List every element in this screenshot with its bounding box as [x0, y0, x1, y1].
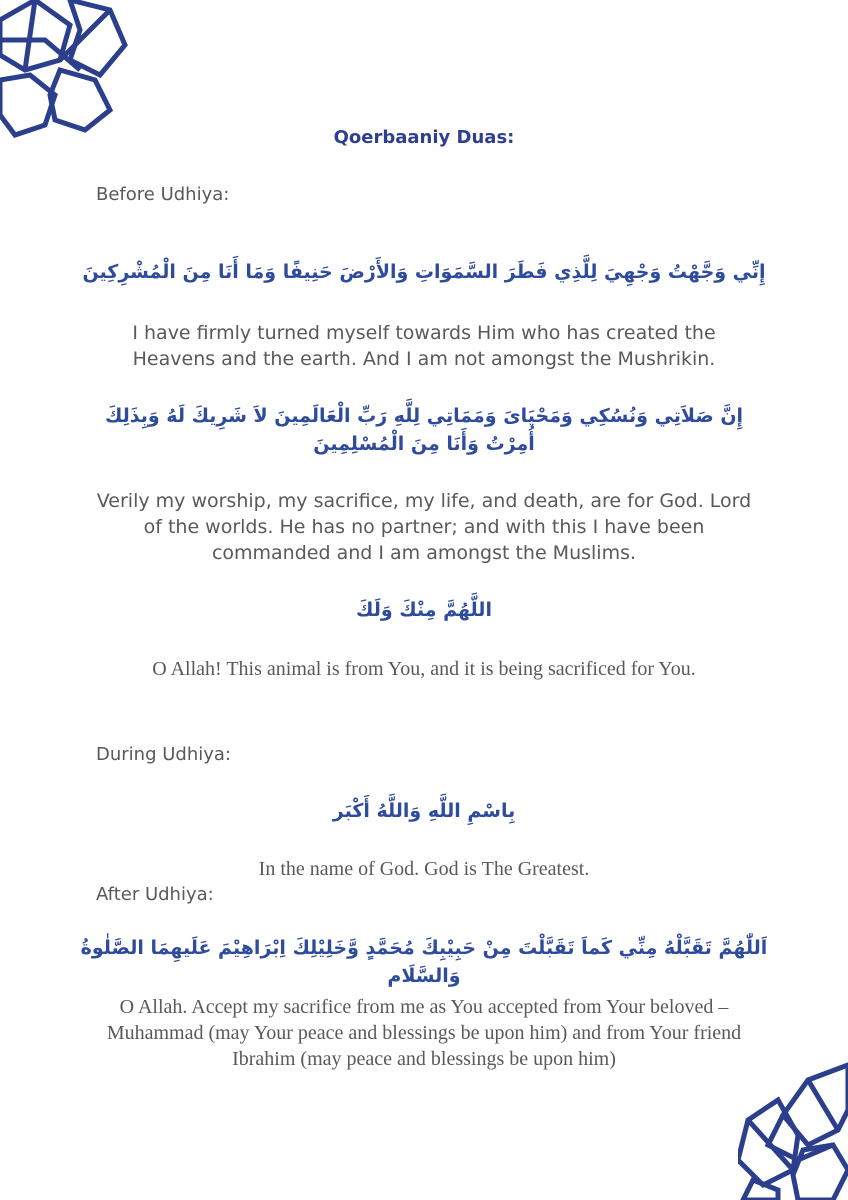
arabic-dua-1: إِنِّي وَجَّهْتُ وَجْهِيَ لِلَّذِي فَطَرَ السَّمَوَاتِ وَالأَرْضَ حَنِيفًا وَمَا أَنَا مِنَ الْمُشْرِكِينَ: [82, 261, 766, 283]
arabic-dua-4: بِاسْمِ اللَّهِ وَاللَّهُ أَكْبَر: [332, 800, 516, 822]
translation-1: I have firmly turned myself towards Him who has created the Heavens and the earth. And I am not amongst the Mushrikin.: [132, 322, 716, 370]
section-heading-before: Before Udhiya:: [96, 184, 230, 205]
page-title: Qoerbaaniy Duas:: [333, 127, 515, 148]
arabic-dua-5: اَللّٰهُمَّ تَقَبَّلْهُ مِنِّي كَماَ تَقَبَّلْتَ مِنْ حَبِيْبِكَ مُحَمَّدٍ وَّخَلِيْلِكَ اِبْرَاهِيْمَ عَلَيهِمَا الصَّلٰوةُ وَالسَّلَام: [80, 937, 768, 987]
translation-5: O Allah. Accept my sacrifice from me as You accepted from Your beloved – Muhammad (may Your peace and blessings be upon him) and from Your friend Ibrahim (may peace and blessings be upon him): [106, 996, 742, 1070]
arabic-dua-3: اللَّهُمَّ مِنْكَ وَلَكَ: [356, 599, 492, 621]
geometric-ornament-bottom-right: [738, 1060, 848, 1200]
section-heading-during: During Udhiya:: [96, 744, 231, 765]
geometric-ornament-top-left: [0, 0, 140, 140]
arabic-dua-2: إِنَّ صَلاَتِي وَنُسُكِي وَمَحْيَاىَ وَمَمَاتِي لِلَّهِ رَبِّ الْعَالَمِينَ لاَ شَرِيكَ لَهُ وَبِذَلِكَ أُمِرْتُ وَأَنَا مِنَ الْمُسْلِمِينَ: [104, 405, 744, 455]
translation-3: O Allah! This animal is from You, and it is being sacrificed for You.: [152, 658, 696, 680]
translation-2: Verily my worship, my sacrifice, my life, and death, are for God. Lord of the worlds. He has no partner; and with this I have been commanded and I am amongst the Muslims.: [96, 490, 752, 564]
translation-4: In the name of God. God is The Greatest.: [258, 858, 590, 880]
section-heading-after: After Udhiya:: [96, 884, 214, 905]
